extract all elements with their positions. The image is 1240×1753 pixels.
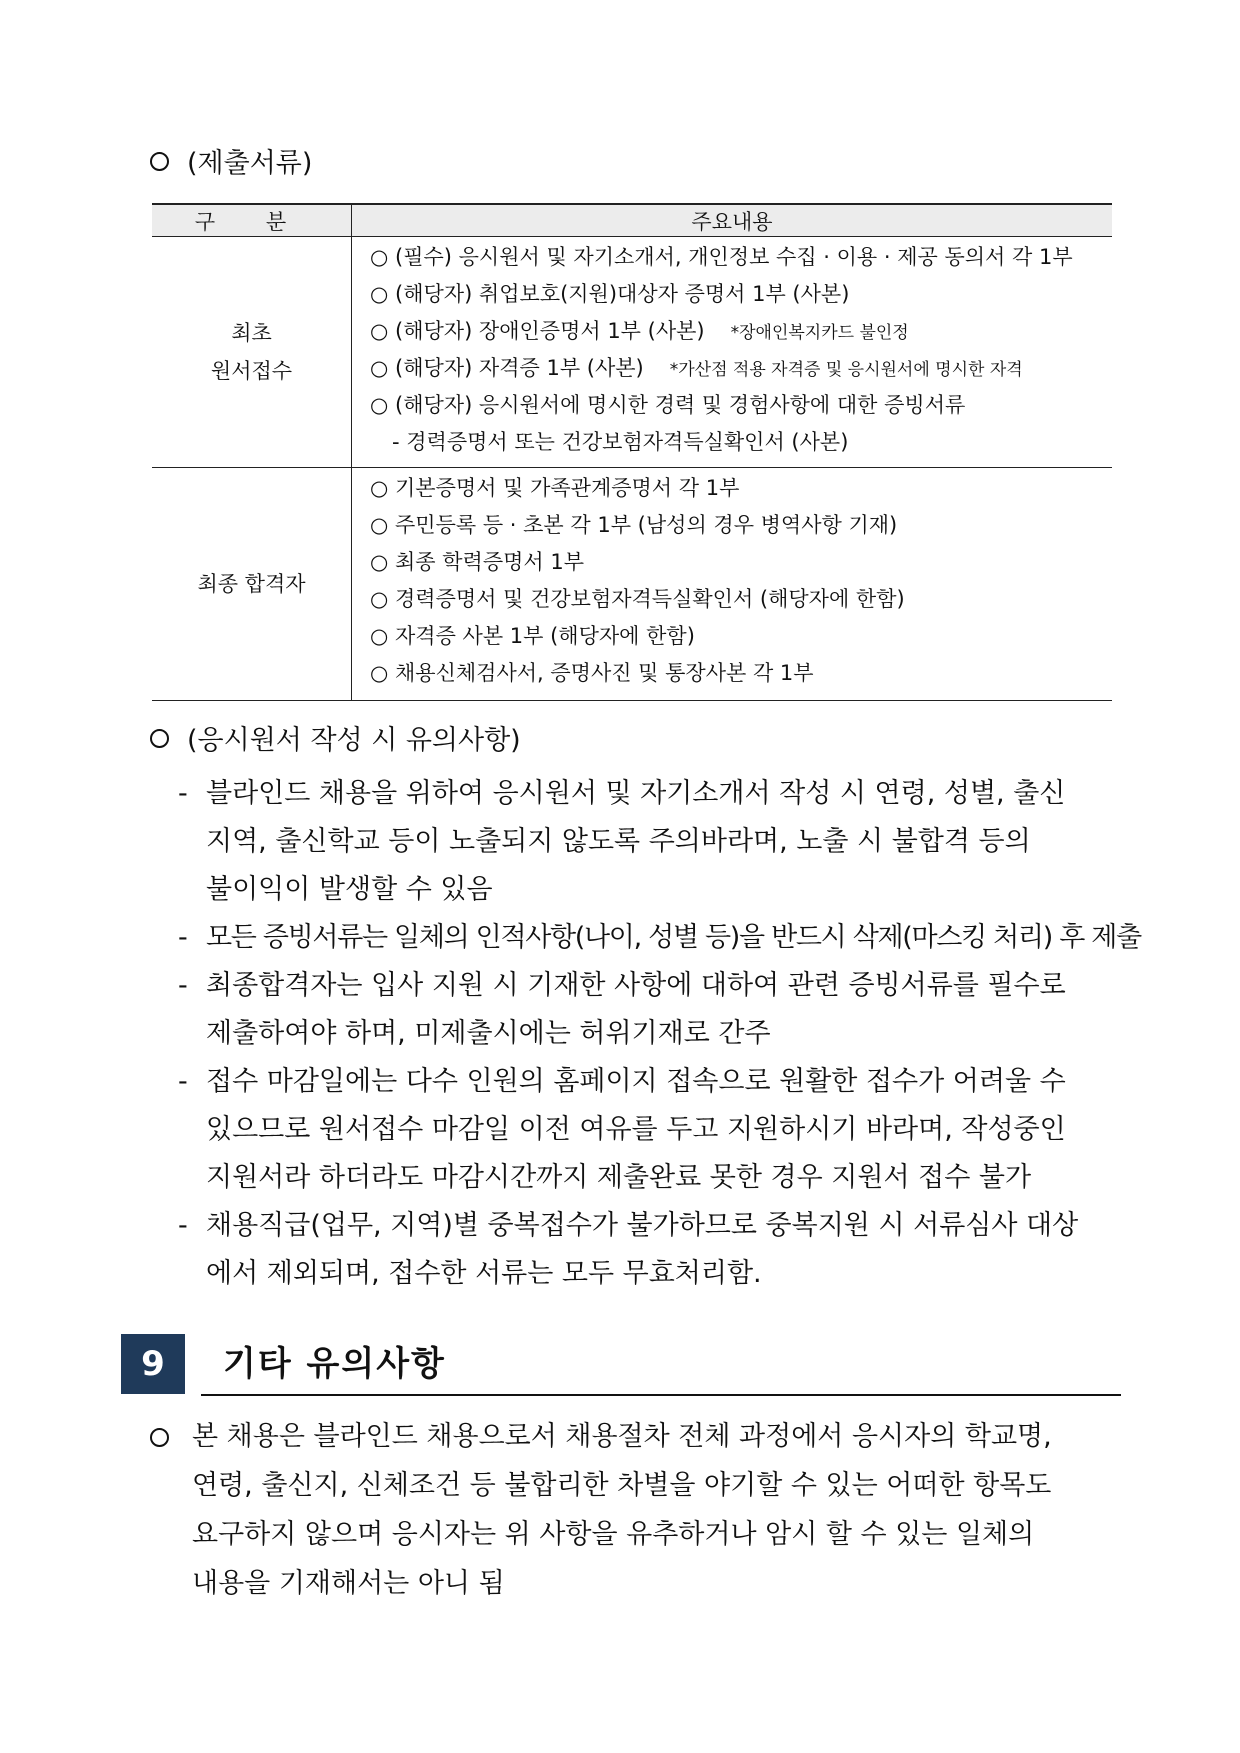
header-content: 주요내용 <box>352 204 1113 237</box>
note-line: 채용직급(업무, 지역)별 중복접수가 불가하므로 중복지원 시 서류심사 대상 <box>206 1210 1079 1241</box>
circle-bullet-icon <box>150 729 169 748</box>
dash-bullet: - <box>178 970 188 1001</box>
category-initial-application <box>152 237 352 468</box>
submit-docs-heading <box>150 146 312 182</box>
item-text: 기본증명서 및 가족관계증명서 각 1부 <box>395 476 740 500</box>
small-circle-bullet-icon: ○ <box>370 513 389 537</box>
note-line: 지역, 출신학교 등이 노출되지 않도록 주의바라며, 노출 시 불합격 등의 <box>206 826 1031 857</box>
circle-bullet-icon <box>150 1428 169 1447</box>
circle-bullet-icon <box>150 152 169 171</box>
small-circle-bullet-icon: ○ <box>370 245 389 269</box>
heading-text: (응시원서 작성 시 유의사항) <box>187 725 521 756</box>
item-text: 최종 학력증명서 1부 <box>395 550 585 574</box>
list-item <box>370 618 1112 655</box>
item-text: 자격증 사본 1부 (해당자에 한함) <box>395 624 695 648</box>
small-circle-bullet-icon: ○ <box>370 624 389 648</box>
item-note: *장애인복지카드 불인정 <box>730 323 909 343</box>
heading-text: (제출서류) <box>187 148 313 179</box>
small-circle-bullet-icon: ○ <box>370 356 389 380</box>
note-item <box>178 1202 1118 1298</box>
small-circle-bullet-icon: ○ <box>370 393 389 417</box>
list-item <box>370 470 1112 507</box>
small-circle-bullet-icon: ○ <box>370 319 389 343</box>
table-row <box>152 237 1112 468</box>
item-text: (해당자) 장애인증명서 1부 (사본) <box>395 319 705 343</box>
item-text: (해당자) 취업보호(지원)대상자 증명서 1부 (사본) <box>395 282 850 306</box>
header-category: 구 분 <box>152 204 352 237</box>
note-line: 최종합격자는 입사 지원 시 기재한 사항에 대하여 관련 증빙서류를 필수로 <box>206 970 1066 1001</box>
items-final-pass <box>352 468 1113 701</box>
list-item <box>370 239 1112 276</box>
table-header-row <box>152 204 1112 237</box>
note-item <box>178 770 1118 914</box>
dash-bullet: - <box>178 778 188 809</box>
list-item <box>370 350 1112 387</box>
item-text: (필수) 응시원서 및 자기소개서, 개인정보 수집 · 이용 · 제공 동의서 각 1부 <box>395 245 1073 269</box>
application-notes-heading <box>150 723 521 759</box>
note-line: 있으므로 원서접수 마감일 이전 여유를 두고 지원하시기 바라며, 작성중인 <box>206 1114 1066 1145</box>
small-circle-bullet-icon: ○ <box>370 550 389 574</box>
section-number-badge: 9 <box>121 1334 185 1394</box>
list-item <box>370 276 1112 313</box>
note-item <box>178 962 1118 1058</box>
item-text: (해당자) 자격증 1부 (사본) <box>395 356 644 380</box>
documents-table <box>152 203 1112 701</box>
dash-bullet: - <box>178 1210 188 1241</box>
small-circle-bullet-icon: ○ <box>370 282 389 306</box>
paragraph-line: 요구하지 않으며 응시자는 위 사항을 유추하거나 암시 할 수 있는 일체의 <box>192 1519 1035 1550</box>
paragraph-line: 본 채용은 블라인드 채용으로서 채용절차 전체 과정에서 응시자의 학교명, <box>192 1421 1052 1452</box>
item-text: 주민등록 등 · 초본 각 1부 (남성의 경우 병역사항 기재) <box>395 513 898 537</box>
section-9-body <box>150 1412 1122 1608</box>
paragraph-line: 내용을 기재해서는 아니 됨 <box>192 1568 505 1599</box>
section-9-header <box>121 1334 1121 1394</box>
note-item <box>178 914 1141 962</box>
list-item <box>370 581 1112 618</box>
section-9-paragraph <box>192 1412 1122 1608</box>
note-line: 지원서라 하더라도 마감시간까지 제출완료 못한 경우 지원서 접수 불가 <box>206 1162 1032 1193</box>
note-line: 제출하여야 하며, 미제출시에는 허위기재로 간주 <box>206 1018 771 1049</box>
category-line: 최초 <box>231 321 272 345</box>
category-final-pass: 최종 합격자 <box>152 468 352 701</box>
table-row <box>152 468 1112 701</box>
dash-bullet: - <box>178 922 188 953</box>
list-item <box>370 387 1112 424</box>
note-line: 불이익이 발생할 수 있음 <box>206 874 493 905</box>
note-line: 블라인드 채용을 위하여 응시원서 및 자기소개서 작성 시 연령, 성별, 출신 <box>206 778 1066 809</box>
item-text: 경력증명서 및 건강보험자격득실확인서 (해당자에 한함) <box>395 587 905 611</box>
list-item <box>370 507 1112 544</box>
note-line: 접수 마감일에는 다수 인원의 홈페이지 접속으로 원활한 접수가 어려울 수 <box>206 1066 1066 1097</box>
list-item <box>370 313 1112 350</box>
note-line: 에서 제외되며, 접수한 서류는 모두 무효처리함. <box>206 1258 762 1289</box>
small-circle-bullet-icon: ○ <box>370 661 389 685</box>
items-initial-application <box>352 237 1113 468</box>
small-circle-bullet-icon: ○ <box>370 587 389 611</box>
application-notes-list <box>178 770 1141 1298</box>
list-item <box>370 544 1112 581</box>
small-circle-bullet-icon: ○ <box>370 476 389 500</box>
dash-bullet: - <box>178 1066 188 1097</box>
item-text: (해당자) 응시원서에 명시한 경력 및 경험사항에 대한 증빙서류 <box>395 393 966 417</box>
note-item <box>178 1058 1118 1202</box>
paragraph-line: 연령, 출신지, 신체조건 등 불합리한 차별을 야기할 수 있는 어떠한 항목도 <box>192 1470 1052 1501</box>
item-text: 채용신체검사서, 증명사진 및 통장사본 각 1부 <box>395 661 814 685</box>
section-title: 기타 유의사항 <box>223 1344 446 1384</box>
note-line: 모든 증빙서류는 일체의 인적사항(나이, 성별 등)을 반드시 삭제(마스킹 처리) 후 제출 <box>206 922 1141 953</box>
item-note: *가산점 적용 자격증 및 응시원서에 명시한 자격 <box>669 360 1023 380</box>
list-sub-item: - 경력증명서 또는 건강보험자격득실확인서 (사본) <box>392 430 849 454</box>
section-underline <box>201 1394 1121 1396</box>
category-line: 원서접수 <box>210 359 293 383</box>
list-item <box>370 655 1112 692</box>
